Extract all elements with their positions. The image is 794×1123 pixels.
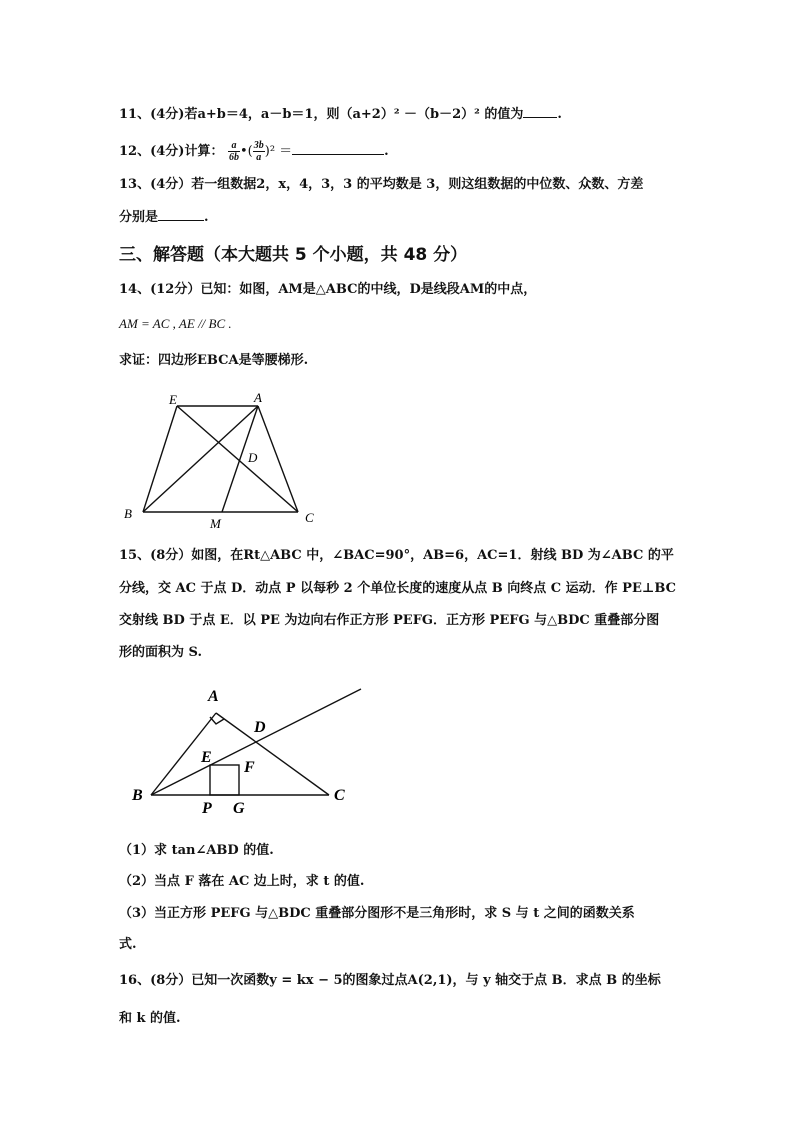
question-15-line-1: 15、(8分）如图，在Rt△ABC 中，∠BAC=90°，AB=6，AC=1．射线 BD 为∠ABC 的平 <box>119 548 674 563</box>
question-11: 11、(4分)若a+b＝4，a－b＝1，则（a+2）² －（b－2）² 的值为 . <box>119 104 562 124</box>
question-13-line-1: 13、(4分）若一组数据2，x，4，3，3 的平均数是 3，则这组数据的中位数、众数、方差 <box>119 177 644 192</box>
section-title: 三、解答题（本大题共 5 个小题，共 48 分） <box>119 245 468 265</box>
question-12: 12、(4分)计算： $\frac{a}{6b}$ •( $\frac{3b}{a}$ )² ＝ . <box>119 140 389 163</box>
label-F: F <box>244 759 255 776</box>
square-PEFG <box>210 765 239 795</box>
question-15-line-2: 分线，交 AC 于点 D．动点 P 以每秒 2 个单位长度的速度从点 B 向终点 C 运动．作 PE⊥BC <box>119 581 676 596</box>
question-15-sub-3-line-2: 式. <box>119 937 137 952</box>
ray-BD <box>151 689 361 795</box>
label-B: B <box>124 506 132 521</box>
question-14-line-1: 14、(12分）已知：如图，AM是△ABC的中线，D是线段AM的中点， <box>119 282 537 297</box>
label-C: C <box>305 510 314 525</box>
label-A: A <box>254 390 262 405</box>
label-M: M <box>210 516 221 531</box>
label-D: D <box>254 719 266 736</box>
question-15-sub-2: （2）当点 F 落在 AC 边上时，求 t 的值. <box>119 874 365 889</box>
question-15-sub-3-line-1: （3）当正方形 PEFG 与△BDC 重叠部分图形不是三角形时，求 S 与 t 之间的函数关系 <box>119 906 635 921</box>
label-P: P <box>202 800 212 817</box>
fraction-a-over-6b: $\frac{a}{6b}$ <box>229 140 239 163</box>
question-15-sub-1: （1）求 tan∠ABD 的值. <box>119 843 274 858</box>
label-E: E <box>201 749 212 766</box>
question-14-line-2: AM = AC , AE // BC . <box>119 316 232 331</box>
question-13-line-2: 分别是 . <box>119 207 209 227</box>
question-15-line-3: 交射线 BD 于点 E．以 PE 为边向右作正方形 PEFG．正方形 PEFG 与△BDC 重叠部分图 <box>119 613 660 628</box>
question-14-line-3: 求证：四边形EBCA是等腰梯形. <box>119 353 309 368</box>
fraction-3b-over-a: $\frac{3b}{a}$ <box>253 140 264 163</box>
question-15-line-4: 形的面积为 S. <box>119 645 202 660</box>
question-16-line-1: 16、(8分）已知一次函数y = kx − 5的图象过点A(2,1)，与 y 轴交于点 B．求点 B 的坐标 <box>119 973 661 988</box>
label-E: E <box>169 392 177 407</box>
label-B: B <box>132 787 143 804</box>
label-C: C <box>334 787 345 804</box>
label-D: D <box>248 450 258 465</box>
label-A: A <box>208 688 219 705</box>
question-16-line-2: 和 k 的值. <box>119 1011 181 1026</box>
label-G: G <box>233 800 245 817</box>
